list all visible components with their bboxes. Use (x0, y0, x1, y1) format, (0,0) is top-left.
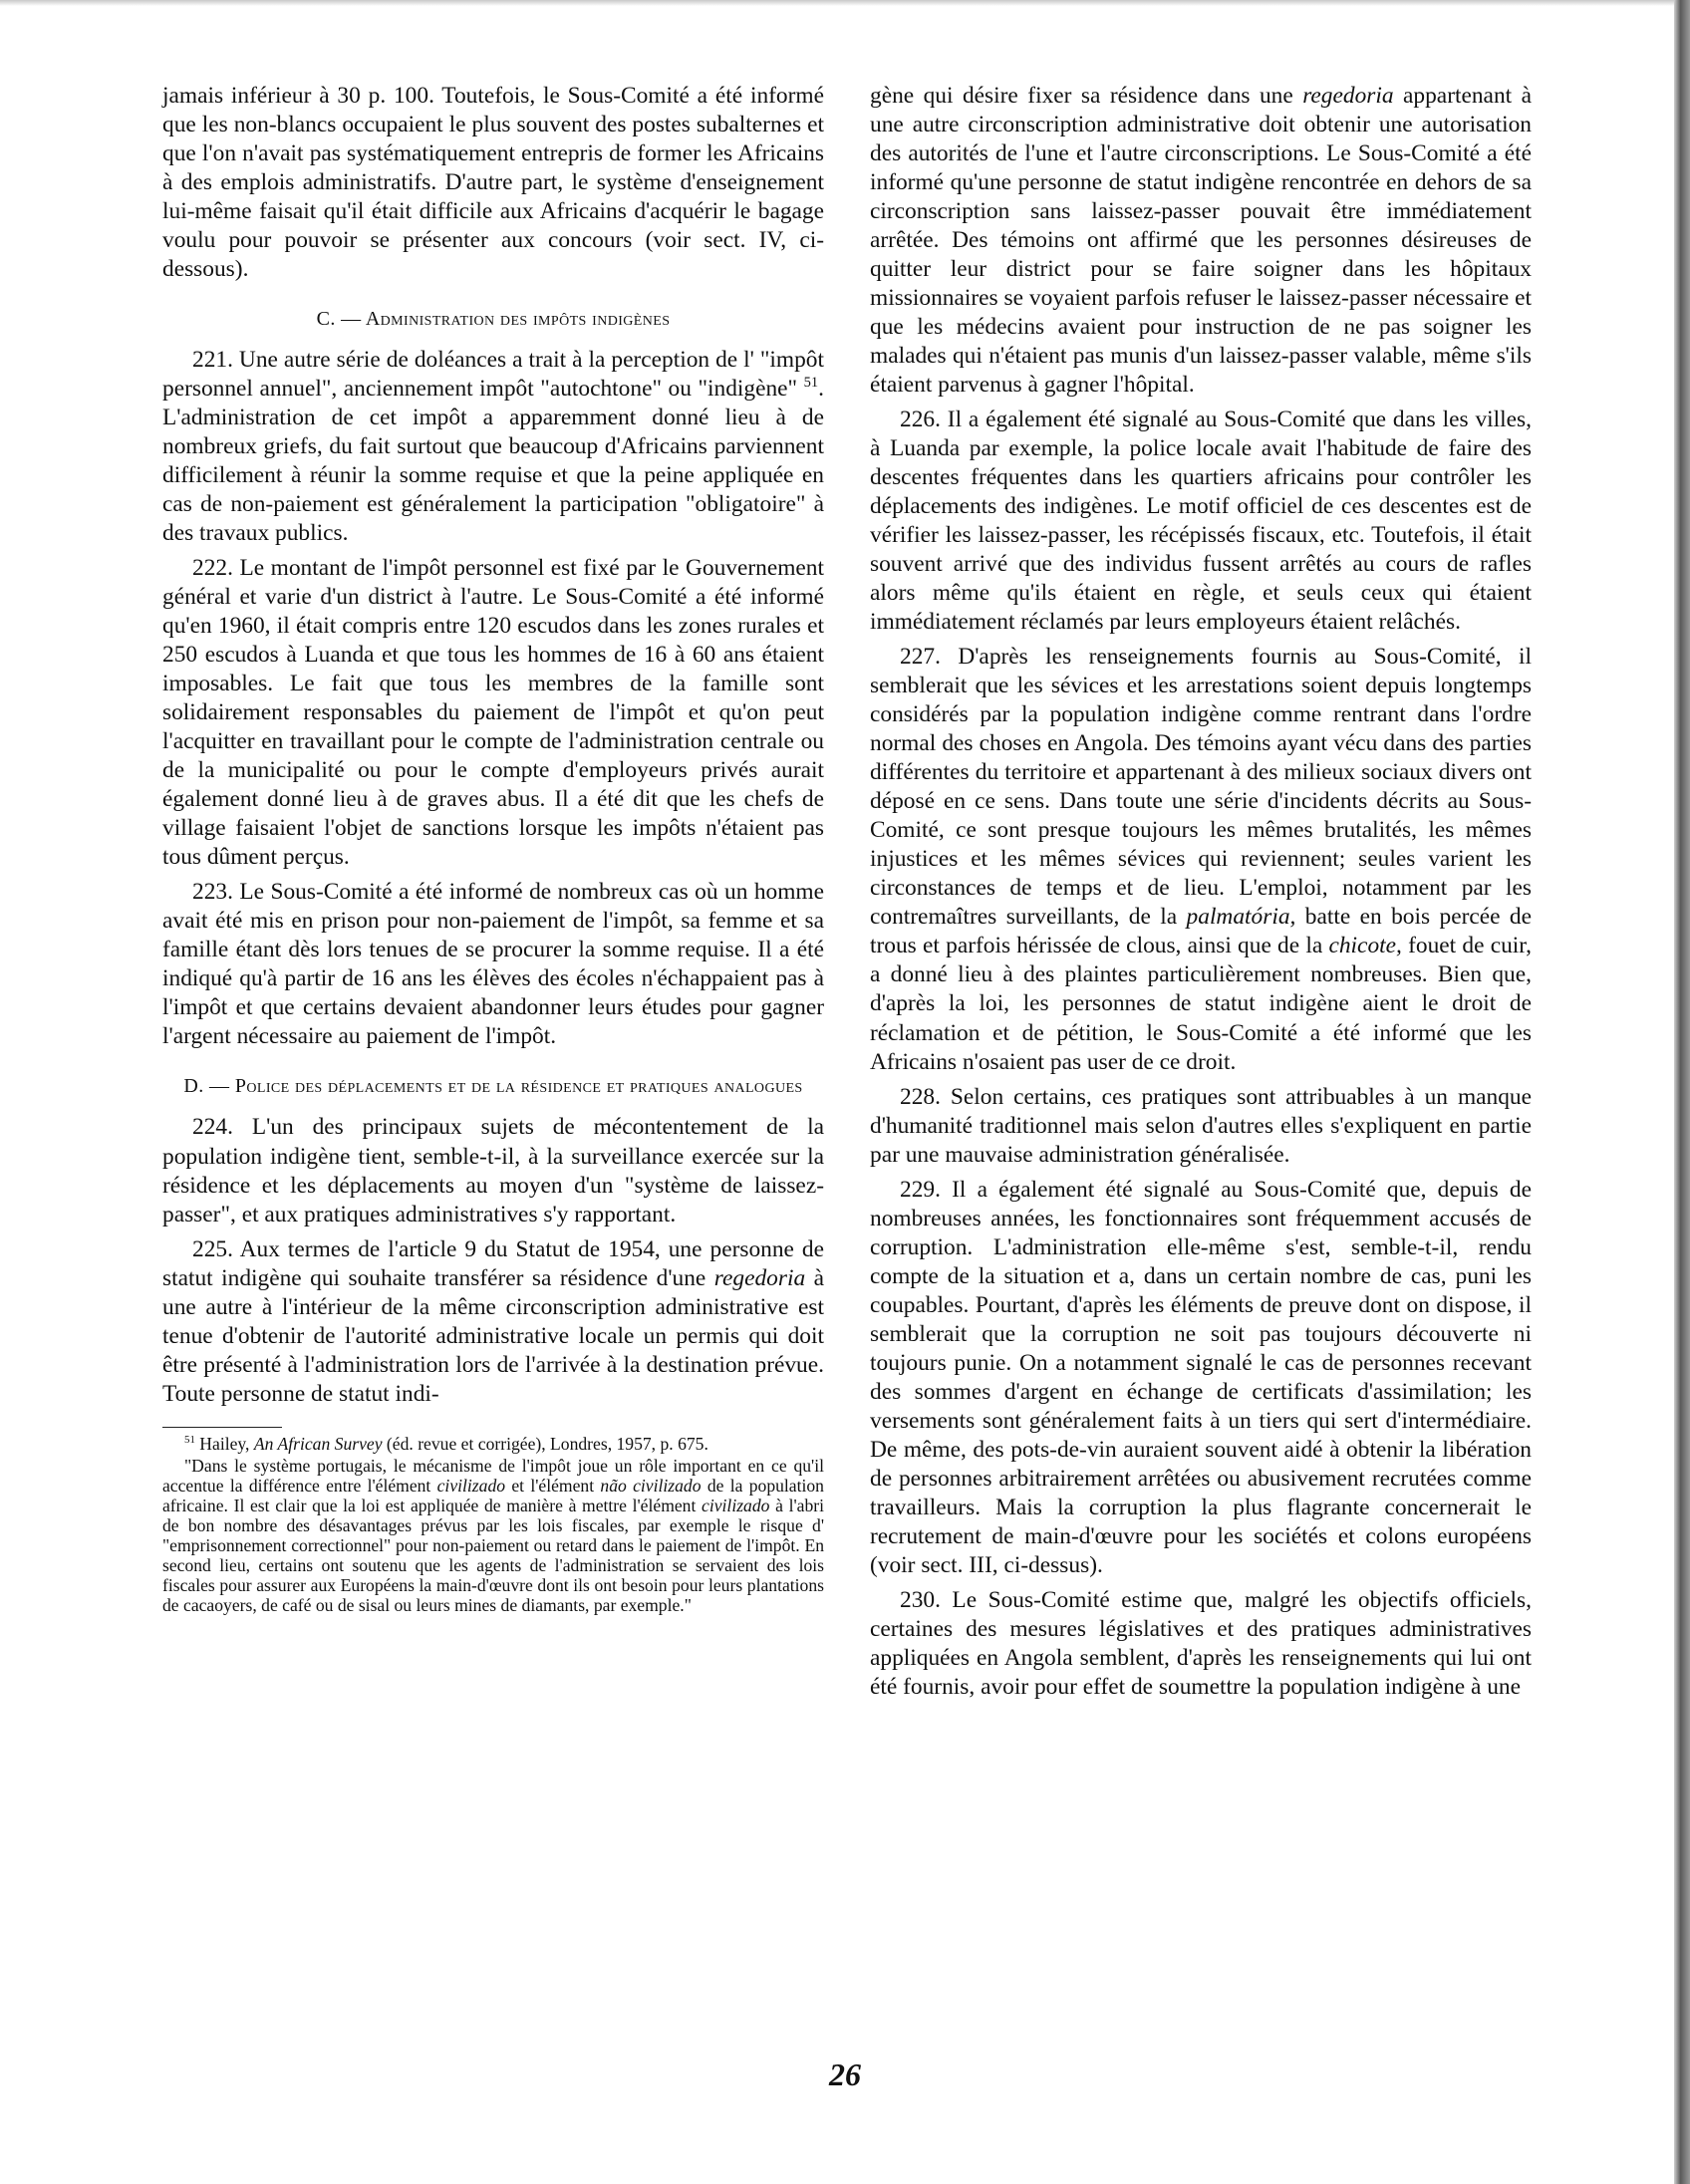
paragraph-intro: jamais inférieur à 30 p. 100. Toutefois, le Sous-Comité a été informé que les non-blancs occupaient le plus souvent des postes subalternes et que l'on n'avait pas systématiquement entrepris de former les Africains à des emplois administratifs. D'autre part, le système d'enseignement lui-même faisait qu'il était difficile aux Africains d'acquérir le bagage voulu pour pouvoir se présenter aux concours (voir sect. IV, ci-dessous). (162, 83, 824, 283)
paragraph-225-text-a: 225. Aux termes de l'article 9 du Statut de 1954, une personne de statut indigène qui souhaite transférer sa résidence d'une (162, 1235, 824, 1291)
paragraph-223: 223. Le Sous-Comité a été informé de nombreux cas où un homme avait été mis en prison pour non-paiement de l'impôt, sa femme et sa famille étant dès lors tenues de se procurer la somme requise. Il a été indiqué qu'à partir de 16 ans les élèves des écoles n'échappaient pas à l'impôt et que certains devaient abandonner leurs études pour gagner l'argent nécessaire au paiement de l'impôt. (162, 879, 824, 1050)
paragraph-221 (162, 346, 824, 548)
footnote-51-quote (162, 1456, 824, 1615)
paragraph-227-text-b: batte en bois percée de trous et parfois hérissée de clous, ainsi que de la (870, 904, 1532, 959)
paragraph-225 (162, 1235, 824, 1409)
footnote-quote-italic-2: não civilizado (600, 1475, 702, 1496)
paragraph-226: 226. Il a également été signalé au Sous-Comité que dans les villes, à Luanda par exemple, la police locale avait l'habitude de faire des descentes fréquentes dans les quartiers africains pour contrôler les déplacements des indigènes. Le motif officiel de ces descentes est de vérifier les laissez-passer, les récépissés fiscaux, etc. Toutefois, il était souvent arrivé que des individus fussent arrêtés au cours de rafles alors même qu'ils étaient en règle, et seuls ceux qui étaient immédiatement réclamés par leurs employeurs étaient relâchés. (870, 407, 1532, 636)
paragraph-225-text-b: à une autre à l'intérieur de la même circonscription administrative est tenue d'obtenir de l'autorité administrative locale un permis qui doit être présenté à l'administration lors de l'arrivée à la destination prévue. Toute personne de statut indi- (162, 1264, 824, 1407)
footnote-51-text-b: (éd. revue et corrigée), Londres, 1957, p. 675. (382, 1433, 708, 1454)
page-number: 26 (829, 2056, 861, 2092)
paragraph-225-italic: regedoria (713, 1264, 806, 1291)
footnote-quote-italic-3: civilizado (702, 1495, 770, 1515)
section-heading-d: D. — Police des déplacements et de la résidence et pratiques analogues (183, 1075, 803, 1098)
paragraph-225-cont-italic: regedoria (1302, 83, 1394, 109)
footnote-ref-51[interactable]: 51 (803, 375, 819, 392)
footnotes (162, 1434, 824, 1615)
footnote-quote-text-b: et l'élément (505, 1475, 601, 1496)
right-column (870, 82, 1532, 1708)
paragraph-221-text-a: 221. Une autre série de doléances a trait à la perception de l' "impôt personnel annuel", anciennement impôt "autochtone" ou "indigène" (162, 347, 824, 403)
footnote-quote-text-a: "Dans le système portugais, le mécanisme de l'impôt joue un rôle important en ce qu'il accentue la différence entre l'élément (162, 1455, 824, 1496)
footnote-divider (162, 1427, 282, 1428)
footnote-quote-text-c: de la population africaine. Il est clair que la loi est appliquée de manière à mettre l'élément (162, 1475, 824, 1515)
left-column (162, 82, 824, 1617)
section-heading-c: C. — Administration des impôts indigènes (316, 308, 671, 331)
paragraph-227 (870, 643, 1532, 1076)
paragraph-225-continued (870, 82, 1532, 400)
paragraph-227-text-a: 227. D'après les renseignements fournis au Sous-Comité, il semblerait que les sévices et les arrestations soient depuis longtemps considérés par la population indigène comme rentrant dans l'ordre normal des choses en Angola. Des témoins ayant vécu dans des parties différentes du territoire et appartenant à des milieux sociaux divers ont déposé en ce sens. Dans toute une série d'incidents décrits au Sous-Comité, ce sont presque toujours les mêmes brutalités, les mêmes injustices et les mêmes sévices qui reviennent; seules varient les circonstances de temps et de lieu. L'emploi, notamment par les contremaîtres surveillants, de la (870, 644, 1532, 931)
paragraph-225-cont-text-b: appartenant à une autre circonscription administrative doit obtenir une autorisation des autorités de l'une et l'autre circonscriptions. Le Sous-Comité a été informé qu'une personne de statut indigène rencontrée en dehors de sa circonscription sans laissez-passer pouvait être immédiatement arrêtée. Des témoins ont affirmé que les personnes désireuses de quitter leur district pour se faire soigner dans les hôpitaux missionnaires se voyaient parfois refuser le laissez-passer nécessaire et que les médecins avaient pour instruction de ne pas soigner les malades qui n'étaient pas munis d'un laissez-passer valable, même s'ils étaient parvenus à gagner l'hôpital. (870, 83, 1532, 399)
footnote-51-number: 51 (184, 1433, 195, 1446)
paragraph-224: 224. L'un des principaux sujets de mécontentement de la population indigène tient, semble-t-il, à la surveillance exercée sur la résidence et les déplacements au moyen d'un "système de laissez-passer", et aux pratiques administratives s'y rapportant. (162, 1114, 824, 1228)
paragraph-230: 230. Le Sous-Comité estime que, malgré les objectifs officiels, certaines des mesures législatives et des pratiques administratives appliquées en Angola semblent, d'après les renseignements qui lui ont été fournis, avoir pour effet de soumettre la population indigène à une (870, 1586, 1532, 1700)
paragraph-225-cont-text-a: gène qui désire fixer sa résidence dans une (870, 83, 1303, 109)
footnote-51-title: An African Survey (253, 1433, 383, 1454)
footnote-quote-text-d: à l'abri de bon nombre des désavantages prévus par les lois fiscales, par exemple le risque d' "emprisonnement correctionnel" pour non-paiement ou retard dans le paiement de l'impôt. En second lieu, certains ont soutenu que les agents de l'administration se servaient des lois fiscales pour assurer aux Européens la main-d'œuvre dont ils ont besoin pour leurs plantations de cacaoyers, de café ou de sisal ou leurs mines de diamants, par exemple." (162, 1495, 824, 1616)
footnote-51-text-a: Hailey, (194, 1433, 254, 1454)
paragraph-227-italic-2: chicote, (1328, 933, 1402, 959)
paragraph-227-italic-1: palmatória, (1186, 904, 1296, 931)
paragraph-222: 222. Le montant de l'impôt personnel est fixé par le Gouvernement général et varie d'un district à l'autre. Le Sous-Comité a été informé qu'en 1960, il était compris entre 120 escudos dans les zones rurales et 250 escudos à Luanda et que tous les hommes de 16 à 60 ans étaient imposables. Le fait que tous les membres de la famille sont solidairement responsables du paiement de l'impôt et qu'on peut l'acquitter en travaillant pour le compte de l'administration centrale ou de la municipalité ou pour le compte d'employeurs privés aurait également donné lieu à de graves abus. Il a été dit que les chefs de village faisaient l'objet de sanctions lorsque les impôts n'étaient pas tous dûment perçus. (162, 555, 824, 871)
footnote-quote-italic-1: civilizado (436, 1475, 506, 1496)
paragraph-221-text-b: . L'administration de cet impôt a apparemment donné lieu à de nombreux griefs, du fait surtout que beaucoup d'Africains parviennent difficilement à réunir la somme requise et que la peine appliquée en cas de non-paiement est généralement la participation "obligatoire" à des travaux publics. (162, 376, 824, 547)
paragraph-229: 229. Il a également été signalé au Sous-Comité que, depuis de nombreuses années, les fonctionnaires sont fréquemment accusés de corruption. L'administration elle-même s'est, semble-t-il, rendu compte de la situation et a, dans un certain nombre de cas, puni les coupables. Pourtant, d'après les éléments de preuve dont on dispose, il semblerait que la corruption ne soit pas toujours découverte ni toujours punie. On a notamment signalé le cas de personnes recevant des sommes d'argent en échange de certificats d'assimilation; les versements sont généralement faits à un tiers qui sert d'intermédiaire. De même, des pots-de-vin auraient souvent aidé à obtenir la libération de personnes arbitrairement arrêtées ou abusivement recrutées comme travailleurs. Mais la corruption la plus flagrante concernerait le recrutement de main-d'œuvre pour les sociétés et colons européens (voir sect. III, ci-dessus). (870, 1176, 1532, 1578)
scan-edge-shadow (1674, 0, 1690, 2184)
paragraph-228: 228. Selon certains, ces pratiques sont attribuables à un manque d'humanité traditionnel mais selon d'autres elles s'expliquent en partie par une mauvaise administration généralisée. (870, 1083, 1532, 1168)
paragraph-227-text-c: fouet de cuir, a donné lieu à des plaintes particulièrement nombreuses. Bien que, d'après la loi, les personnes de statut indigène aient le droit de réclamation et de pétition, le Sous-Comité a été informé que les Africains n'osaient pas user de ce droit. (870, 933, 1532, 1075)
scan-top-shadow (0, 0, 1690, 6)
footnote-51 (162, 1434, 824, 1454)
